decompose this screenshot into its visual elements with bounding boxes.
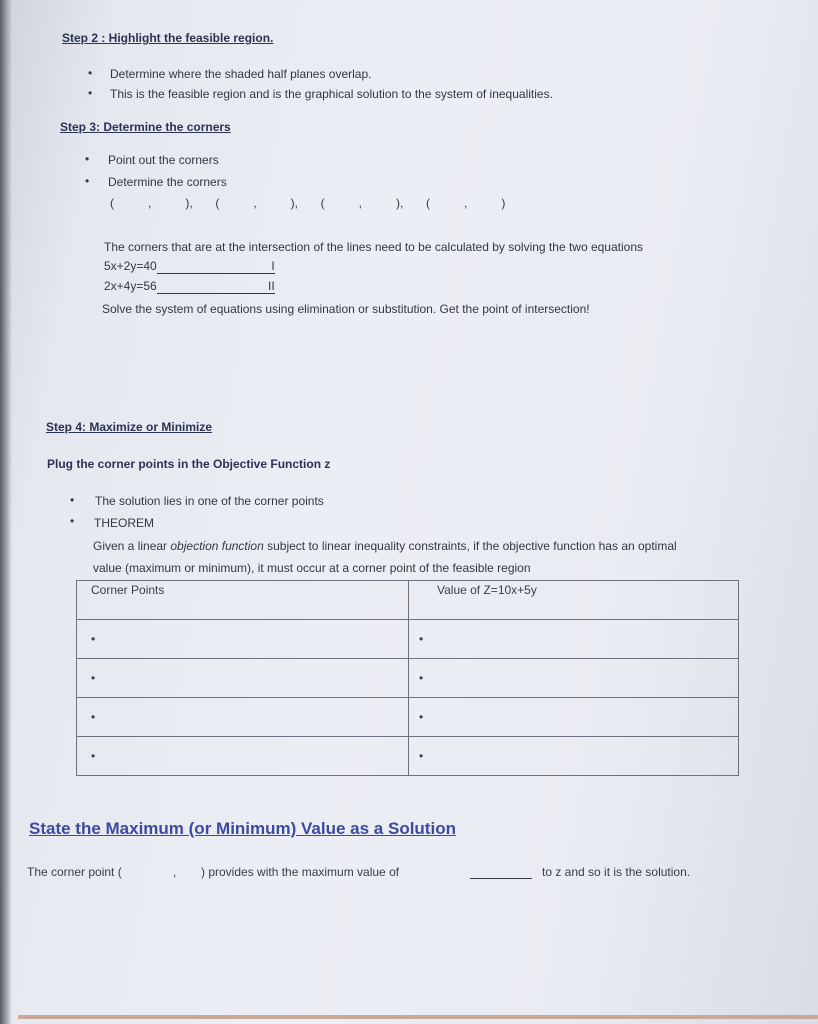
step3-heading: Step 3: Determine the corners xyxy=(60,120,231,134)
equation-2-text: 2x+4y=56 xyxy=(104,279,157,293)
corner-points-table xyxy=(76,580,739,776)
equation-2 xyxy=(104,279,275,294)
table-row xyxy=(77,698,739,737)
z-value-cell[interactable]: • xyxy=(409,737,739,776)
theorem-text-a: Given a linear xyxy=(93,539,171,553)
corner-point-cell[interactable]: • xyxy=(77,659,409,698)
step3-instruction: Solve the system of equations using elimination or substitution. Get the point of intersection! xyxy=(102,302,590,316)
theorem-line-2: value (maximum or minimum), it must occur at a corner point of the feasible region xyxy=(93,561,531,575)
step3-intro: The corners that are at the intersection of the lines need to be calculated by solving the two equations xyxy=(104,240,643,254)
bullet-dot: • xyxy=(70,514,75,528)
z-value-cell[interactable]: • xyxy=(409,620,739,659)
solution-text-3: to z and so it is the solution. xyxy=(542,865,691,879)
step2-bullet-1: Determine where the shaded half planes overlap. xyxy=(110,67,372,81)
bullet-dot: • xyxy=(70,493,75,507)
table-row xyxy=(77,620,739,659)
equation-2-label: II xyxy=(157,279,275,294)
equation-1 xyxy=(104,259,275,274)
equation-1-label: I xyxy=(157,259,275,274)
corner-point-cell[interactable]: • xyxy=(77,698,409,737)
theorem-italic: objection function xyxy=(170,539,264,553)
z-value-cell[interactable]: • xyxy=(409,659,739,698)
solution-text-1: The corner point ( xyxy=(27,865,122,879)
corner-blanks: ( , ), ( , ), ( , ), ( , ) xyxy=(110,196,506,210)
step2-heading: Step 2 : Highlight the feasible region. xyxy=(62,31,274,45)
step4-subheading: Plug the corner points in the Objective Function z xyxy=(47,457,331,471)
solution-comma: , xyxy=(173,865,177,879)
table-row xyxy=(77,659,739,698)
solution-heading: State the Maximum (or Minimum) Value as a Solution xyxy=(29,819,456,838)
col-header-value-z: Value of Z=10x+5y xyxy=(409,581,739,620)
bullet-dot: • xyxy=(85,152,90,166)
step4-bullet-1: The solution lies in one of the corner points xyxy=(95,494,324,508)
theorem-line-1 xyxy=(93,539,677,553)
step3-bullet-1: Point out the corners xyxy=(108,153,219,167)
table-header-row xyxy=(77,581,739,620)
page-edge-shadow xyxy=(0,0,12,1024)
bullet-dot: • xyxy=(85,174,90,188)
corner-point-cell[interactable]: • xyxy=(77,620,409,659)
max-value-blank[interactable] xyxy=(470,878,532,879)
col-header-corner-points: Corner Points xyxy=(77,581,409,620)
bottom-rule xyxy=(18,1015,818,1019)
bullet-dot: • xyxy=(88,86,93,100)
equation-1-text: 5x+2y=40 xyxy=(104,259,157,273)
step4-heading: Step 4: Maximize or Minimize xyxy=(46,420,213,434)
corner-point-cell[interactable]: • xyxy=(77,737,409,776)
table-row xyxy=(77,737,739,776)
z-value-cell[interactable]: • xyxy=(409,698,739,737)
theorem-text-b: subject to linear inequality constraints, if the objective function has an optimal xyxy=(263,539,677,553)
solution-text-2: ) provides with the maximum value of xyxy=(201,865,400,879)
step3-bullet-2: Determine the corners xyxy=(108,175,227,189)
step4-bullet-2: THEOREM xyxy=(94,516,154,530)
step2-bullet-2: This is the feasible region and is the graphical solution to the system of inequalities. xyxy=(110,87,553,101)
bullet-dot: • xyxy=(88,66,93,80)
